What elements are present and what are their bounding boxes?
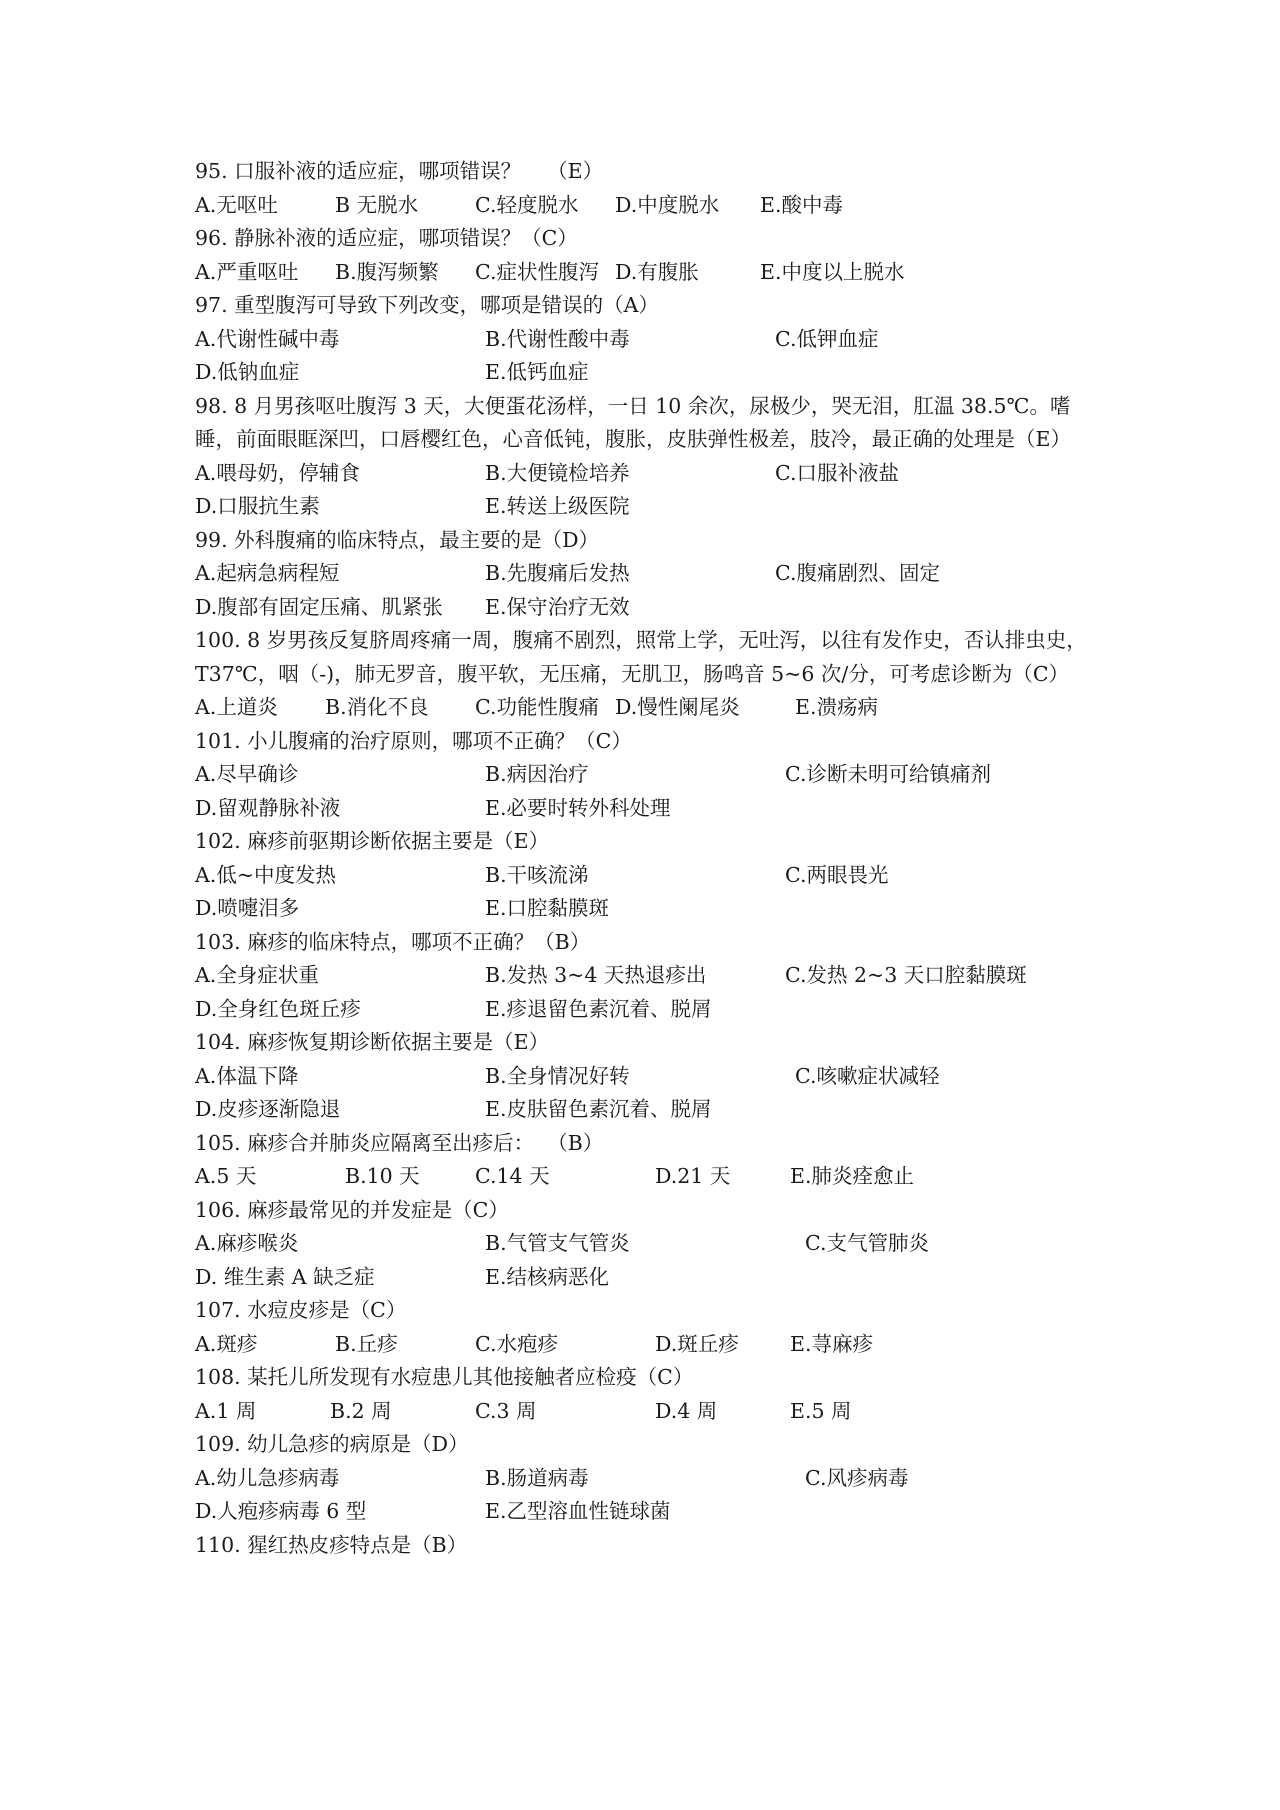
answer-option: B.腹泻频繁 (335, 259, 439, 284)
answer-option: D.低钠血症 (195, 360, 300, 384)
answer-option: B.2 周 (330, 1398, 392, 1423)
option-row (195, 859, 1095, 893)
answer-option: E.溃疡病 (795, 695, 878, 719)
answer-option: A.麻疹喉炎 (195, 1231, 299, 1255)
question-stem: 101. 小儿腹痛的治疗原则，哪项不正确？（C） (195, 728, 632, 753)
answer-option: E.结核病恶化 (485, 1264, 609, 1289)
answer-option: B.10 天 (345, 1164, 420, 1188)
answer-option: C.症状性腹泻 (475, 259, 599, 284)
answer-option: D.人疱疹病毒 6 型 (195, 1499, 367, 1523)
answer-option: E.低钙血症 (485, 360, 589, 384)
answer-option: A.全身症状重 (195, 963, 319, 987)
answer-option: C.口服补液盐 (775, 460, 899, 485)
answer-option: C.诊断未明可给镇痛剂 (785, 762, 991, 786)
option-row (195, 490, 1095, 524)
answer-option: B.代谢性酸中毒 (485, 326, 630, 351)
option-row (195, 892, 1095, 926)
option-row (195, 457, 1095, 491)
answer-option: B 无脱水 (335, 192, 419, 217)
answer-option: E.保守治疗无效 (485, 594, 630, 619)
answer-option: E.口腔黏膜斑 (485, 896, 609, 920)
answer-option: C.3 周 (475, 1398, 537, 1423)
option-row (195, 189, 1095, 223)
answer-option: A.起病急病程短 (195, 561, 340, 585)
answer-option: A.上道炎 (195, 695, 278, 719)
question-stem: 96. 静脉补液的适应症，哪项错误？（C） (195, 226, 578, 250)
option-row (195, 591, 1095, 625)
answer-option: C.风疹病毒 (805, 1465, 909, 1490)
option-row (195, 256, 1095, 290)
option-row (195, 993, 1095, 1027)
answer-option: A.喂母奶，停辅食 (195, 460, 360, 485)
answer-option: C.低钾血症 (775, 326, 879, 351)
answer-option: C.咳嗽症状减轻 (795, 1063, 940, 1088)
answer-option: D.慢性阑尾炎 (615, 695, 740, 719)
answer-option: E.酸中毒 (760, 192, 843, 217)
document-page (195, 155, 1095, 1562)
answer-option: E.皮肤留色素沉着、脱屑 (485, 1097, 712, 1121)
answer-option: D.4 周 (655, 1398, 718, 1423)
option-row (195, 1060, 1095, 1094)
answer-option: D.喷嚏泪多 (195, 896, 300, 920)
option-row (195, 1395, 1095, 1429)
answer-option: C.功能性腹痛 (475, 695, 599, 719)
answer-option: E.疹退留色素沉着、脱屑 (485, 996, 712, 1021)
option-row (195, 959, 1095, 993)
answer-option: D.有腹胀 (615, 259, 699, 284)
answer-option: A.幼儿急疹病毒 (195, 1465, 340, 1490)
answer-option: A.1 周 (195, 1398, 257, 1423)
option-row (195, 1160, 1095, 1194)
answer-option: E.肺炎痊愈止 (790, 1164, 914, 1188)
answer-option: D.留观静脉补液 (195, 795, 341, 820)
option-row (195, 1093, 1095, 1127)
answer-option: C.14 天 (475, 1164, 550, 1188)
question-stem: 103. 麻疹的临床特点，哪项不正确？（B） (195, 929, 591, 954)
question-stem: 104. 麻疹恢复期诊断依据主要是（E） (195, 1030, 550, 1054)
option-row (195, 557, 1095, 591)
option-row (195, 356, 1095, 390)
answer-option: A.严重呕吐 (195, 259, 299, 284)
answer-option: C.发热 2~3 天口腔黏膜斑 (785, 963, 1027, 987)
answer-option: E.乙型溶血性链球菌 (485, 1499, 671, 1523)
answer-option: E.荨麻疹 (790, 1331, 873, 1356)
answer-option: C.轻度脱水 (475, 192, 579, 217)
option-row (195, 691, 1095, 725)
option-row (195, 1495, 1095, 1529)
question-stem: 98. 8 月男孩呕吐腹泻 3 天，大便蛋花汤样，一日 10 余次，尿极少，哭无泪，肛温 38.5℃。嗜睡，前面眼眶深凹，口唇樱红色，心音低钝，腹胀，皮肤弹性极差，肢冷，最正确的处理是（E） (195, 393, 1071, 451)
answer-option: C.支气管肺炎 (805, 1231, 929, 1255)
answer-option: D.中度脱水 (615, 192, 720, 217)
answer-option: B.消化不良 (325, 695, 429, 719)
answer-option: E.转送上级医院 (485, 494, 630, 518)
option-row (195, 1462, 1095, 1496)
question-stem: 97. 重型腹泻可导致下列改变，哪项是错误的（A） (195, 293, 659, 317)
option-row (195, 1261, 1095, 1295)
question-stem: 107. 水痘皮疹是（C） (195, 1298, 407, 1322)
question-stem: 95. 口服补液的适应症，哪项错误？ （E） (195, 159, 604, 183)
answer-option: D.21 天 (655, 1164, 731, 1188)
answer-option: A.斑疹 (195, 1331, 258, 1356)
option-row (195, 1227, 1095, 1261)
question-stem: 108. 某托儿所发现有水痘患儿其他接触者应检疫（C） (195, 1365, 694, 1389)
answer-option: B.病因治疗 (485, 762, 589, 786)
option-row (195, 792, 1095, 826)
answer-option: B.全身情况好转 (485, 1063, 630, 1088)
answer-option: C.水疱疹 (475, 1331, 558, 1356)
question-stem: 110. 猩红热皮疹特点是（B） (195, 1532, 468, 1557)
answer-option: B.干咳流涕 (485, 862, 589, 887)
question-stem: 105. 麻疹合并肺炎应隔离至出疹后： （B） (195, 1130, 604, 1155)
answer-option: E.必要时转外科处理 (485, 795, 671, 820)
answer-option: A.尽早确诊 (195, 762, 299, 786)
answer-option: B.发热 3~4 天热退疹出 (485, 963, 707, 987)
question-stem: 106. 麻疹最常见的并发症是（C） (195, 1197, 509, 1222)
answer-option: A.低~中度发热 (195, 862, 336, 887)
answer-option: A.5 天 (195, 1164, 257, 1188)
answer-option: B.大便镜检培养 (485, 460, 630, 485)
answer-option: D.全身红色斑丘疹 (195, 996, 361, 1021)
question-stem: 100. 8 岁男孩反复脐周疼痛一周，腹痛不剧烈，照常上学，无吐泻，以往有发作史，否认排虫史，T37℃，咽（-)，肺无罗音，腹平软，无压痛，无肌卫，肠鸣音 5~6 次/分，可考虑诊断为（C） (195, 628, 1087, 686)
answer-option: D.皮疹逐渐隐退 (195, 1097, 341, 1121)
option-row (195, 758, 1095, 792)
answer-option: C.两眼畏光 (785, 862, 889, 887)
answer-option: A.无呕吐 (195, 192, 278, 217)
question-stem: 102. 麻疹前驱期诊断依据主要是（E） (195, 829, 550, 853)
option-row (195, 323, 1095, 357)
question-stem: 99. 外科腹痛的临床特点，最主要的是（D） (195, 527, 600, 552)
answer-option: D.口服抗生素 (195, 494, 320, 518)
question-stem: 109. 幼儿急疹的病原是（D） (195, 1432, 469, 1456)
option-row (195, 1328, 1095, 1362)
answer-option: D.腹部有固定压痛、肌紧张 (195, 594, 443, 619)
answer-option: B.丘疹 (335, 1331, 398, 1356)
answer-option: B.先腹痛后发热 (485, 561, 630, 585)
answer-option: A.体温下降 (195, 1063, 299, 1088)
answer-option: E.中度以上脱水 (760, 259, 905, 284)
answer-option: B.气管支气管炎 (485, 1231, 630, 1255)
answer-option: D. 维生素 A 缺乏症 (195, 1264, 375, 1289)
answer-option: C.腹痛剧烈、固定 (775, 561, 940, 585)
answer-option: A.代谢性碱中毒 (195, 326, 340, 351)
answer-option: E.5 周 (790, 1398, 852, 1423)
answer-option: D.斑丘疹 (655, 1331, 739, 1356)
answer-option: B.肠道病毒 (485, 1465, 589, 1490)
